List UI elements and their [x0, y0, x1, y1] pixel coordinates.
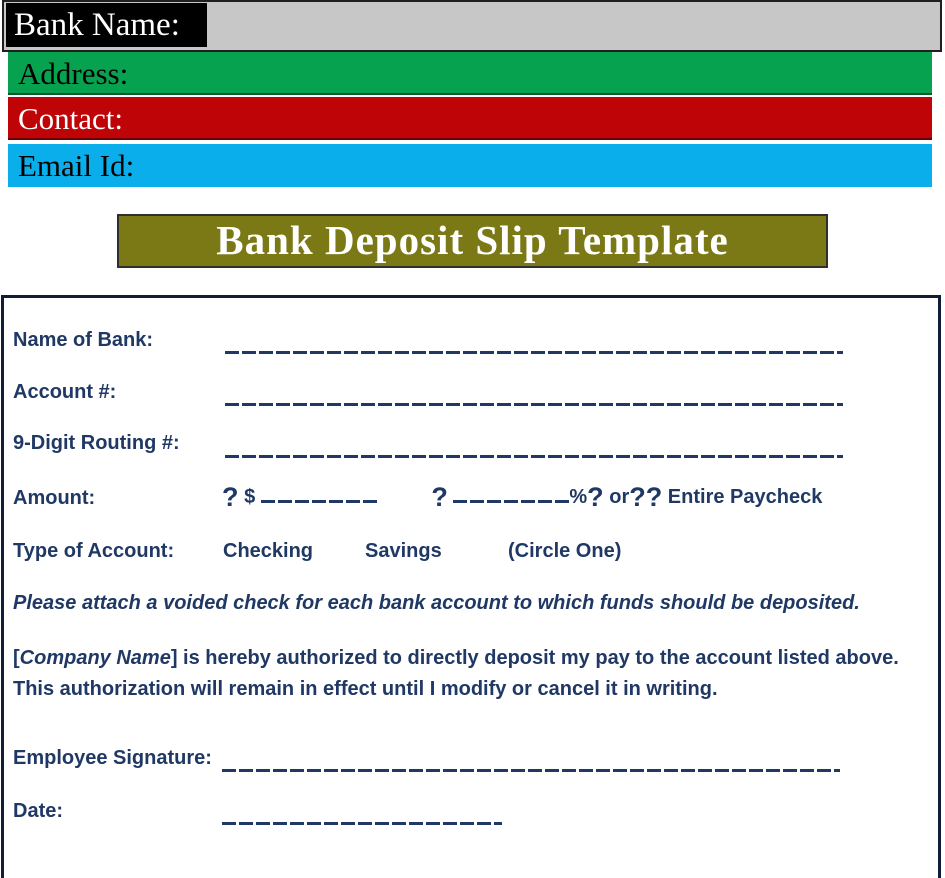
email-row[interactable]: [8, 144, 932, 187]
circle-one-note: (Circle One): [508, 540, 622, 562]
template-title-text: Bank Deposit Slip Template: [216, 217, 729, 263]
option-savings[interactable]: Savings: [365, 540, 442, 562]
employee-signature-label: Employee Signature:: [13, 747, 212, 769]
bank-name-row[interactable]: [2, 0, 942, 52]
amount-checkbox-dollar[interactable]: ?: [222, 482, 239, 512]
option-checking[interactable]: Checking: [223, 540, 314, 562]
amount-percent-line[interactable]: [453, 489, 569, 503]
employee-signature-line[interactable]: [222, 769, 840, 772]
routing-number-line[interactable]: [225, 455, 843, 458]
template-title: [117, 214, 828, 268]
address-label: Address:: [18, 56, 129, 91]
date-label: Date:: [13, 800, 64, 822]
or-text: or: [609, 486, 630, 508]
authorization-paragraph: [13, 643, 935, 705]
authorization-text: ] is hereby authorized to directly deposit my pay to the account listed above. This authorization will remain in effect until I modify or cancel it in writing.: [13, 647, 899, 700]
voided-check-notice: Please attach a voided check for each bank account to which funds should be deposited.: [13, 592, 860, 614]
amount-row: [222, 482, 823, 512]
contact-label: Contact:: [18, 101, 124, 136]
contact-row[interactable]: [8, 97, 932, 140]
percent-question[interactable]: ?: [587, 482, 604, 512]
date-line[interactable]: [222, 822, 502, 825]
address-row[interactable]: [8, 52, 932, 95]
amount-label: Amount:: [13, 487, 96, 509]
entire-paycheck-label: Entire Paycheck: [667, 486, 823, 508]
percent-sign: %: [569, 486, 588, 508]
open-bracket: [: [13, 647, 20, 669]
account-number-line[interactable]: [225, 403, 843, 406]
routing-number-label: 9-Digit Routing #:: [13, 432, 180, 454]
entire-paycheck-checkbox[interactable]: ??: [629, 482, 663, 512]
bank-name-label: Bank Name:: [6, 3, 207, 47]
amount-checkbox-percent[interactable]: ?: [431, 482, 448, 512]
company-name-placeholder[interactable]: Company Name: [19, 647, 171, 669]
amount-dollar-line[interactable]: [261, 489, 378, 503]
name-of-bank-label: Name of Bank:: [13, 329, 154, 351]
account-number-label: Account #:: [13, 381, 117, 403]
dollar-sign: $: [244, 486, 256, 508]
type-of-account-label: Type of Account:: [13, 540, 175, 562]
name-of-bank-line[interactable]: [225, 351, 843, 354]
deposit-form-frame: [1, 295, 941, 878]
email-label: Email Id:: [18, 148, 135, 183]
